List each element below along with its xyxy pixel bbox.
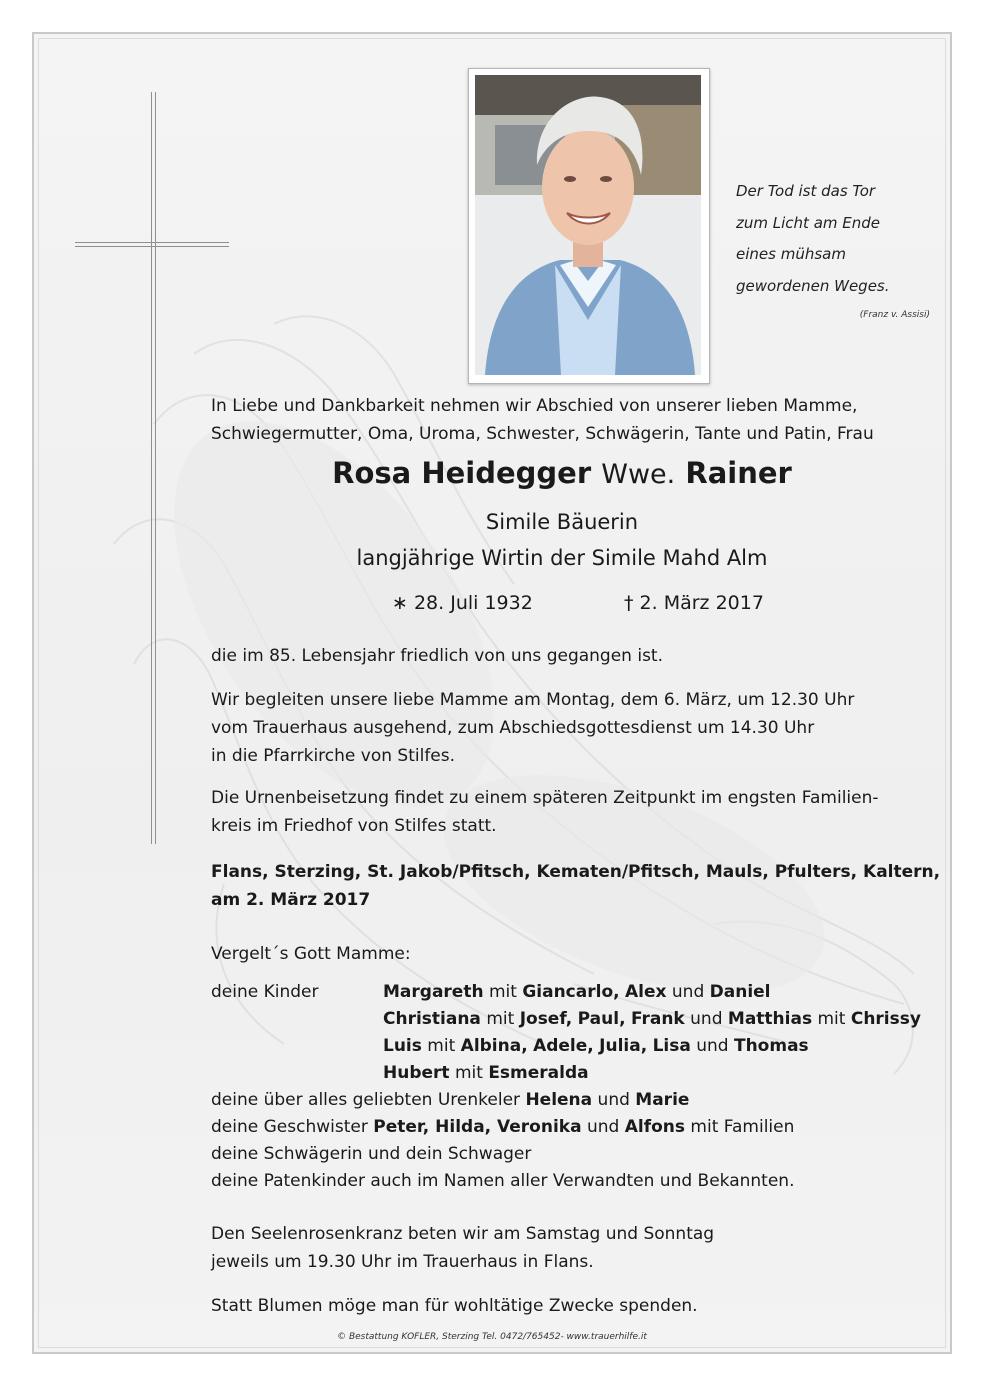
urenkel-label: deine über alles geliebten Urenkeler (211, 1090, 521, 1110)
sibling-name: Alfons (624, 1117, 686, 1137)
grandchild-name: Frank (630, 1009, 685, 1029)
urn-paragraph (211, 784, 879, 840)
grandchild-name: Paul, (577, 1009, 626, 1029)
connector: mit (488, 982, 517, 1002)
family-row (211, 979, 921, 1006)
flowers-line: Statt Blumen möge man für wohltätige Zwecke spenden. (211, 1296, 698, 1316)
child-name: Margareth (383, 982, 484, 1002)
connector: mit (486, 1009, 515, 1029)
intro-text (211, 392, 874, 448)
places-line: am 2. März 2017 (211, 890, 371, 910)
family-row (211, 1006, 921, 1033)
subtitle-role: langjährige Wirtin der Simile Mahd Alm (356, 546, 768, 570)
grandchild-name: Alex (625, 982, 667, 1002)
siblings-label: deine Geschwister (211, 1117, 368, 1137)
funeral-line: vom Trauerhaus ausgehend, zum Abschiedsgottesdienst um 14.30 Uhr (211, 718, 815, 738)
child-name: Christiana (383, 1009, 481, 1029)
sibling-names: Peter, Hilda, Veronika (373, 1117, 582, 1137)
obituary-card (32, 32, 952, 1354)
age-line: die im 85. Lebensjahr friedlich von uns gegangen ist. (211, 646, 664, 666)
widow-abbrev: Wwe. (601, 459, 676, 490)
footer-credit: © Bestattung KOFLER, Sterzing Tel. 0472/765452- www.trauerhilfe.it (337, 1332, 647, 1342)
places-paragraph (211, 858, 940, 914)
portrait-photo (475, 75, 701, 375)
portrait-photo-frame (468, 68, 710, 384)
grandchild-name: Julia, (599, 1036, 648, 1056)
quote-line: Der Tod ist das Tor (736, 182, 876, 200)
grandchild-name: Adele, (533, 1036, 594, 1056)
connector: und (671, 982, 705, 1002)
spouse-name: Giancarlo, (522, 982, 620, 1002)
grandchild-name: Thomas (733, 1036, 809, 1056)
places-line: Flans, Sterzing, St. Jakob/Pfitsch, Kematen/Pfitsch, Mauls, Pfulters, Kaltern, (211, 862, 941, 882)
child-name: Hubert (383, 1063, 450, 1083)
birth-date: ∗ 28. Juli 1932 (392, 592, 533, 614)
name-first-last: Rosa Heidegger (332, 456, 592, 490)
cross-horizontal-bar (75, 242, 229, 247)
family-row (211, 1033, 921, 1060)
subtitle-occupation: Simile Bäuerin (485, 510, 639, 534)
grandchild-name: Daniel (709, 982, 771, 1002)
rosary-line: jeweils um 19.30 Uhr im Trauerhaus in Flans. (211, 1252, 594, 1272)
connector: mit (454, 1063, 483, 1083)
connector: und (696, 1036, 729, 1056)
urn-line: kreis im Friedhof von Stilfes statt. (211, 816, 497, 836)
family-row: deine Schwägerin und dein Schwager (211, 1144, 532, 1164)
quote (736, 176, 936, 302)
spouse-name: Albina, (460, 1036, 528, 1056)
connector: und (586, 1117, 620, 1137)
family-row (211, 1060, 921, 1087)
child-name: Luis (383, 1036, 422, 1056)
quote-line: gewordenen Weges. (736, 276, 890, 295)
grandchild-partner-name: Chrissy (850, 1009, 921, 1029)
spouse-name: Esmeralda (488, 1063, 589, 1083)
family-row (211, 1114, 921, 1141)
great-grandchild-name: Helena (525, 1090, 593, 1110)
funeral-line: Wir begleiten unsere liebe Mamme am Montag, dem 6. März, um 12.30 Uhr (211, 690, 855, 710)
rosary-paragraph (211, 1220, 714, 1276)
connector: mit (817, 1009, 846, 1029)
thanks-line: Vergelt´s Gott Mamme: (211, 944, 411, 964)
quote-line: zum Licht am Ende (736, 213, 880, 232)
connector: und (597, 1090, 630, 1110)
funeral-paragraph (211, 686, 854, 770)
connector: mit (427, 1036, 456, 1056)
family-list (211, 979, 921, 1195)
kinder-label: deine Kinder (211, 982, 319, 1002)
grandchild-name: Matthias (727, 1009, 813, 1029)
great-grandchild-name: Marie (635, 1090, 690, 1110)
maiden-name: Rainer (685, 456, 792, 490)
intro-line: Schwiegermutter, Oma, Uroma, Schwester, Schwägerin, Tante und Patin, Frau (211, 424, 874, 444)
grandchild-name: Lisa (652, 1036, 691, 1056)
urn-line: Die Urnenbeisetzung findet zu einem späteren Zeitpunkt im engsten Familien- (211, 788, 879, 808)
connector: mit Familien (690, 1117, 795, 1137)
connector: und (690, 1009, 723, 1029)
intro-line: In Liebe und Dankbarkeit nehmen wir Abschied von unserer lieben Mamme, (211, 396, 858, 416)
rosary-line: Den Seelenrosenkranz beten wir am Samstag und Sonntag (211, 1224, 715, 1244)
family-row: deine Patenkinder auch im Namen aller Verwandten und Bekannten. (211, 1171, 795, 1191)
quote-line: eines mühsam (736, 245, 846, 263)
funeral-line: in die Pfarrkirche von Stilfes. (211, 746, 456, 766)
quote-author: (Franz v. Assisi) (859, 310, 930, 320)
deceased-name (34, 456, 950, 490)
spouse-name: Josef, (519, 1009, 573, 1029)
family-row (211, 1087, 921, 1114)
death-date: † 2. März 2017 (624, 592, 764, 614)
